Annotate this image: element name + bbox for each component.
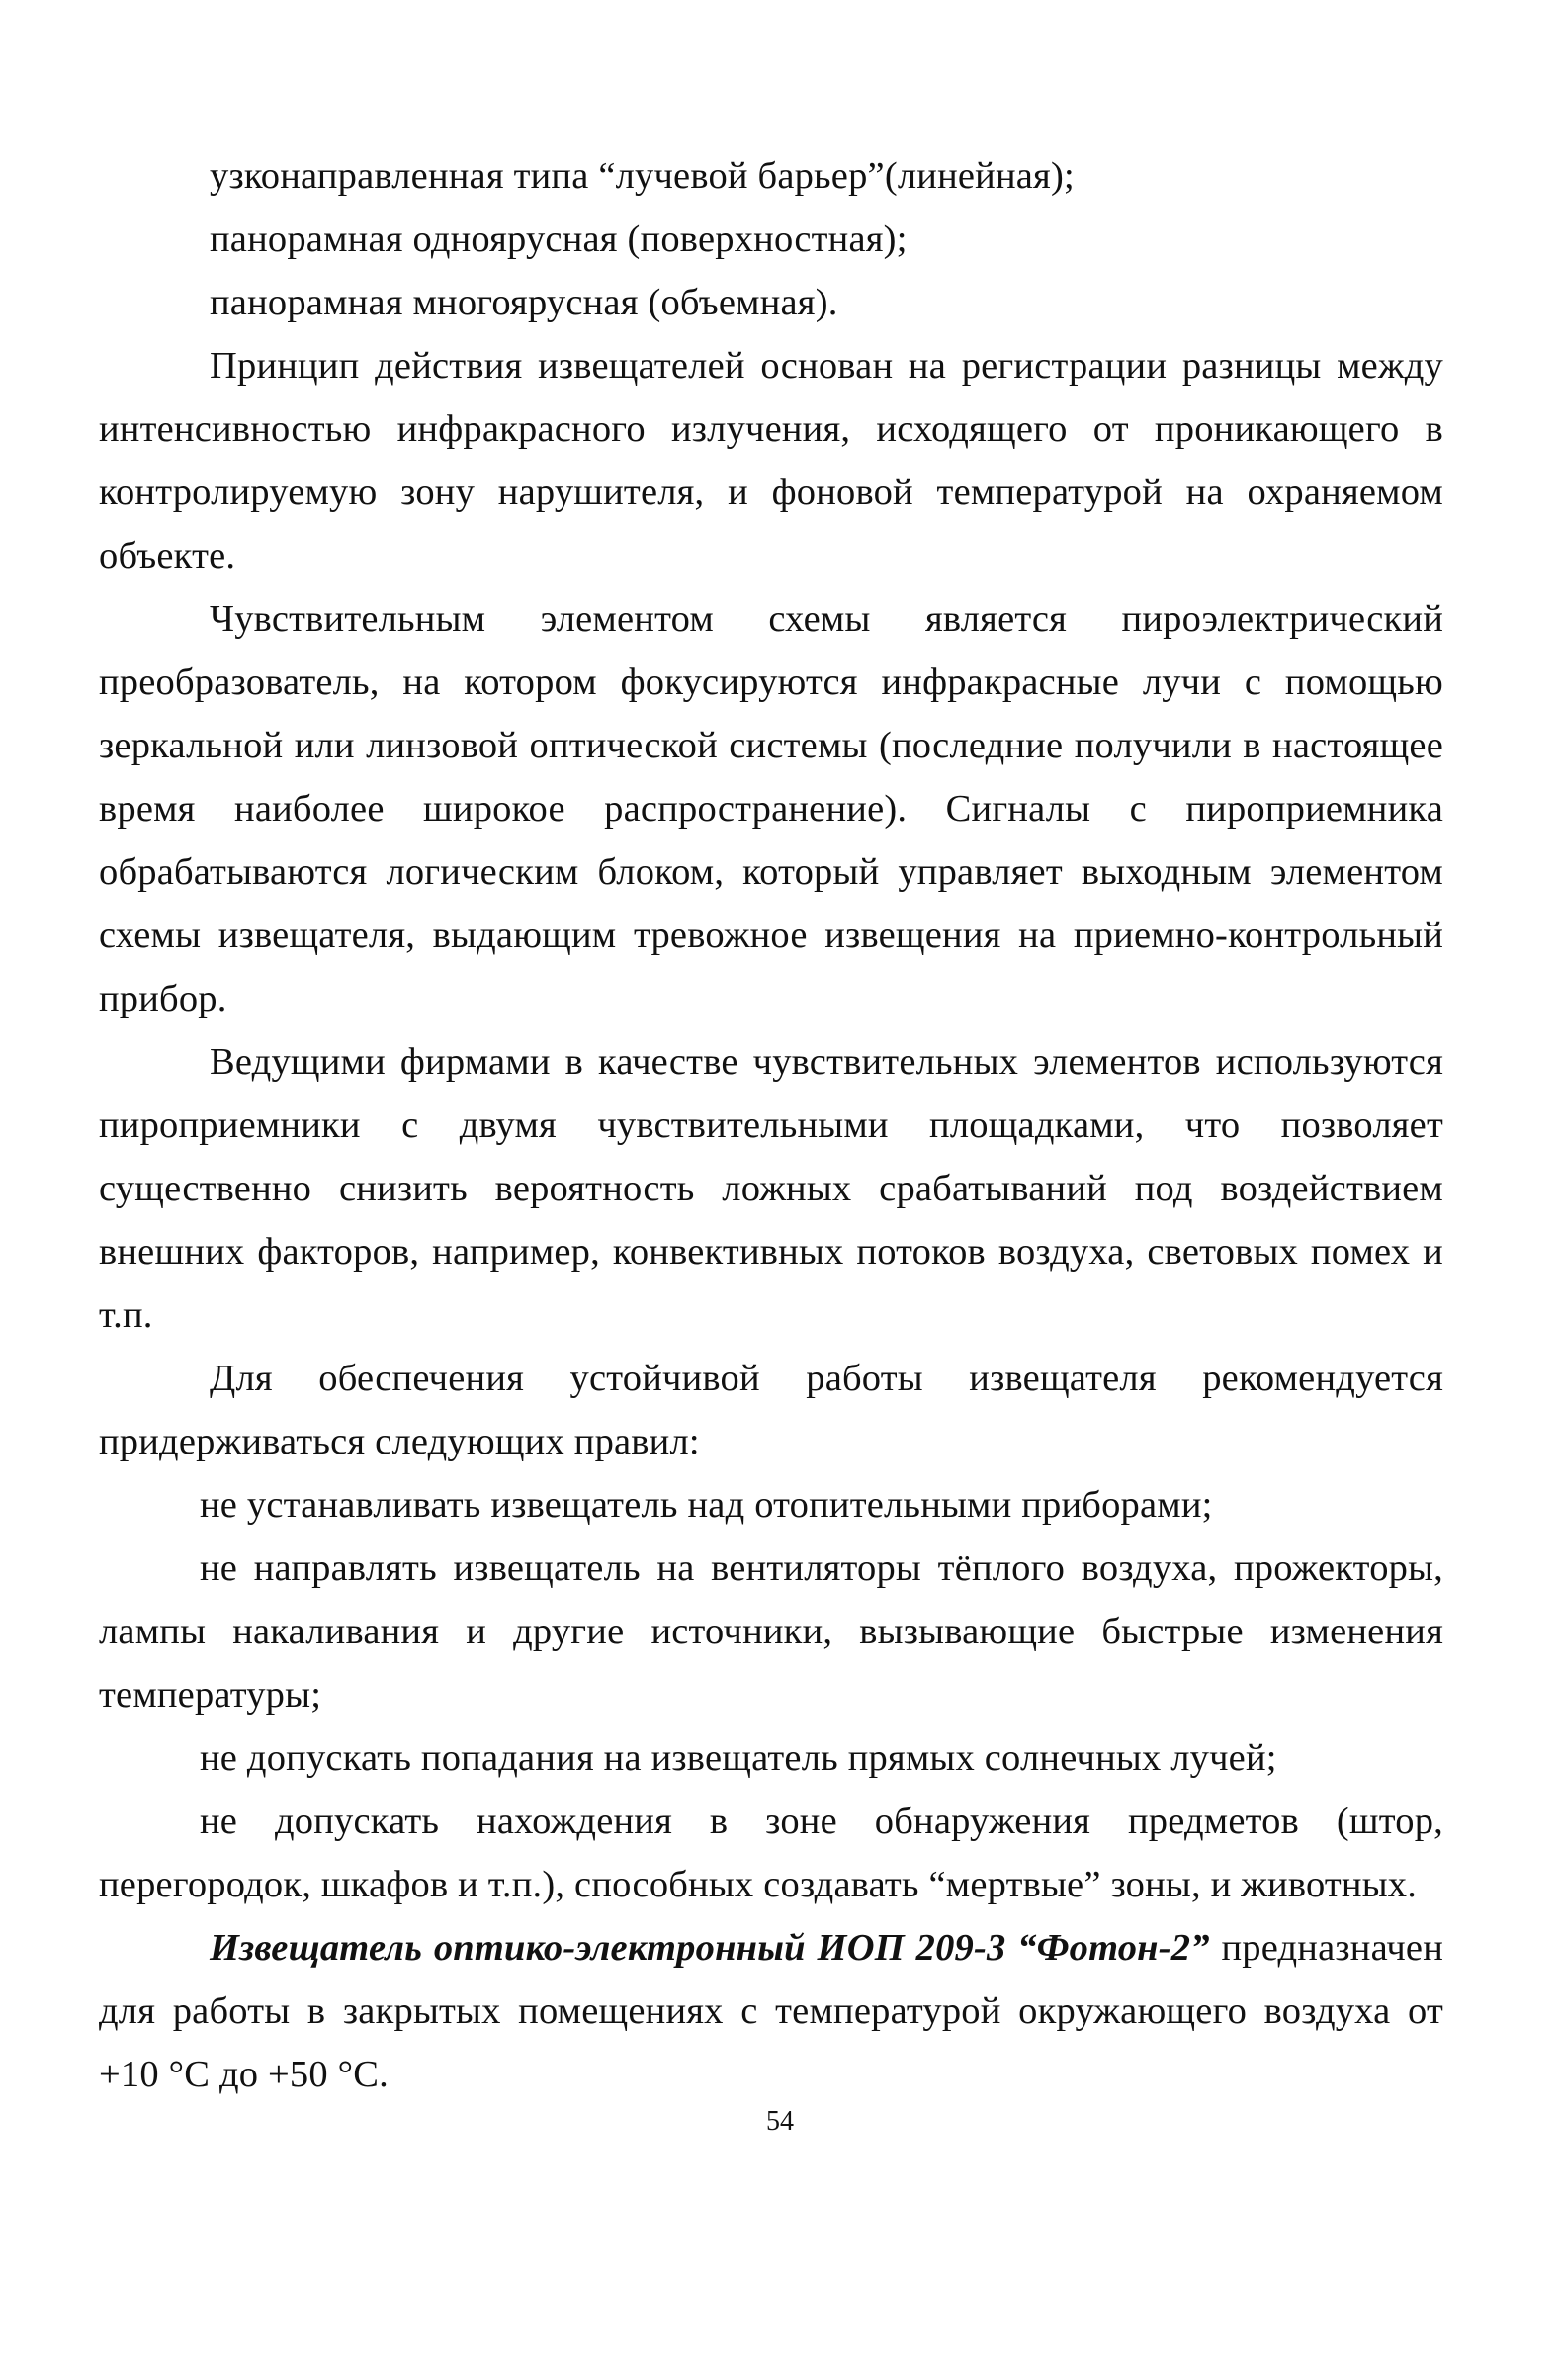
paragraph-rules-intro: Для обеспечения устойчивой работы извещателя рекомендуется придерживаться следующих правил: (99, 1358, 1443, 1462)
device-description: предназначен для работы в закрытых помещениях с температурой окружающего воздуха от +10 °С до +50 °С. (99, 1927, 1443, 2095)
body-text (99, 144, 1443, 2106)
paragraph-sensitive-element: Чувствительным элементом схемы является пироэлектрический преобразователь, на котором фокусируются инфракрасные лучи с помощью зеркальной или линзовой оптической системы (последние получили в настоящее время наиболее широкое распространение). Сигналы с пироприемника обрабатываются логическим блоком, который управляет выходным элементом схемы извещателя, выдающим тревожное извещения на приемно-контрольный прибор. (99, 598, 1443, 1019)
list-item-linear: узконаправленная типа “лучевой барьер”(линейная); (210, 155, 1075, 197)
rule-item-fans: не направлять извещатель на вентиляторы тёплого воздуха, прожекторы, лампы накаливания и другие источники, вызывающие быстрые изменения температуры; (99, 1547, 1443, 1716)
list-item-surface: панорамная одноярусная (поверхностная); (210, 219, 908, 260)
list-item-volume: панорамная многоярусная (объемная). (210, 282, 838, 323)
paragraph-leading-firms: Ведущими фирмами в качестве чувствительных элементов используются пироприемники с двумя чувствительными площадками, что позволяет существенно снизить вероятность ложных срабатываний под воздействием внешних факторов, например, конвективных потоков воздуха, световых помех и т.п. (99, 1041, 1443, 1336)
rule-item-sunlight: не допускать попадания на извещатель прямых солнечных лучей; (200, 1737, 1277, 1779)
page-number: 54 (766, 2106, 794, 2137)
rule-item-obstacles: не допускать нахождения в зоне обнаружения предметов (штор, перегородок, шкафов и т.п.), способных создавать “мертвые” зоны, и животных. (99, 1801, 1443, 1905)
device-name: Извещатель оптико-электронный ИОП 209-3 “Фотон-2” (210, 1927, 1210, 1969)
paragraph-principle: Принцип действия извещателей основан на регистрации разницы между интенсивностью инфракрасного излучения, исходящего от проникающего в контролируемую зону нарушителя, и фоновой температурой на охраняемом объекте. (99, 345, 1443, 576)
paragraph-device (99, 1916, 1443, 2106)
rule-item-heaters: не устанавливать извещатель над отопительными приборами; (200, 1484, 1213, 1526)
